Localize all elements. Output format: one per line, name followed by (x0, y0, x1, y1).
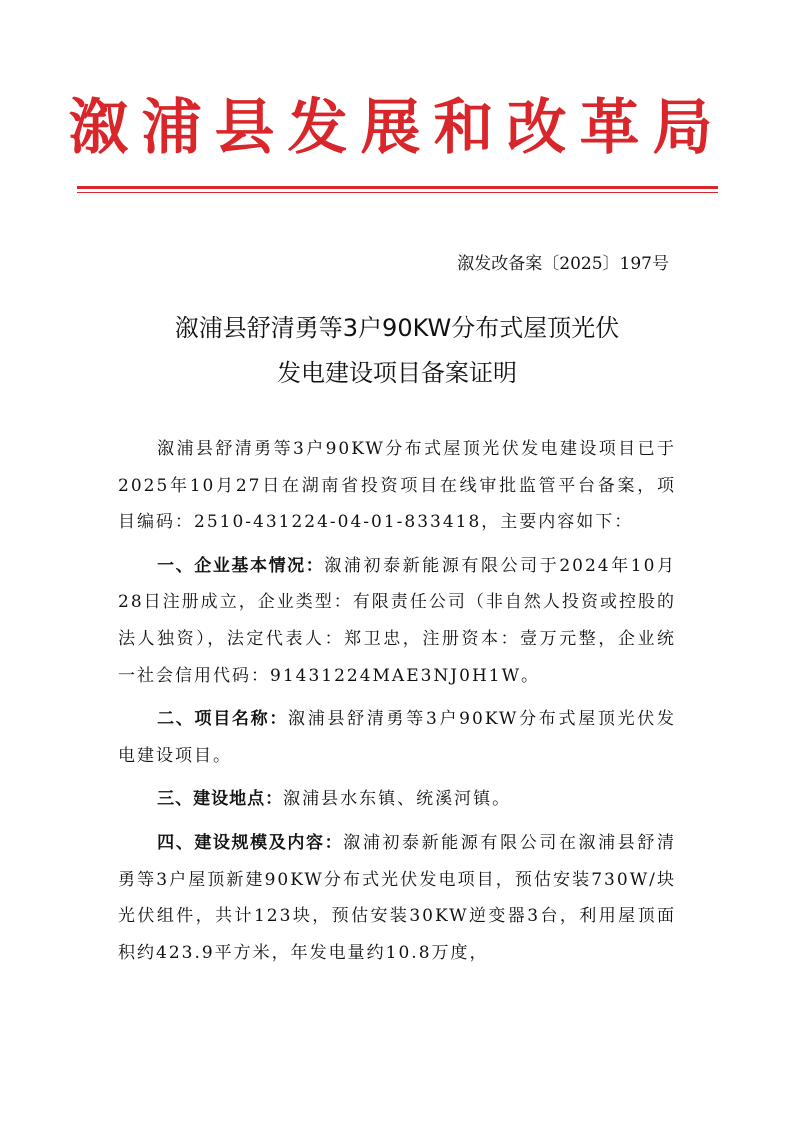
header-divider-thick (77, 186, 718, 189)
section-label: 二、项目名称： (157, 709, 289, 730)
document-body (118, 431, 676, 971)
header-divider-thin (77, 192, 718, 193)
section-location (118, 781, 676, 818)
document-title-line-1: 溆浦县舒清勇等3户90KW分布式屋顶光伏 (174, 314, 620, 342)
intro-paragraph: 溆浦县舒清勇等3户90KW分布式屋顶光伏发电建设项目已于2025年10月27日在湖南省投资项目在线审批监管平台备案，项目编码：2510-431224-04-01-833418，主要内容如下： (118, 439, 676, 533)
section-text: 溆浦初泰新能源有限公司在溆浦县舒清勇等3户屋顶新建90KW分布式光伏发电项目，预估安装730W/块光伏组件，共计123块，预估安装30KW逆变器3台，利用屋顶面积约423.9平方米，年发电量约10.8万度， (118, 832, 677, 963)
document-title-line-2: 发电建设项目备案证明 (277, 359, 517, 387)
section-text: 溆浦县水东镇、统溪河镇。 (283, 789, 512, 810)
section-label: 三、建设地点： (157, 789, 284, 810)
section-project-name (118, 701, 676, 774)
section-text: 溆浦初泰新能源有限公司于2024年10月28日注册成立，企业类型：有限责任公司（非自然人投资或控股的法人独资），法定代表人：郑卫忠，注册资本：壹万元整，企业统一社会信用代码：91431224MAE3NJ0H1W。 (118, 555, 676, 686)
section-label: 一、企业基本情况： (157, 555, 325, 576)
agency-title: 溆浦县发展和改革局 (68, 93, 726, 163)
section-label: 四、建设规模及内容： (157, 832, 344, 853)
section-enterprise-info (118, 548, 676, 694)
section-scale-content (118, 825, 676, 971)
document-title (100, 306, 694, 396)
document-number: 溆发改备案〔2025〕197号 (457, 254, 669, 274)
section-text: 溆浦县舒清勇等3户90KW分布式屋顶光伏发电建设项目。 (118, 709, 677, 766)
